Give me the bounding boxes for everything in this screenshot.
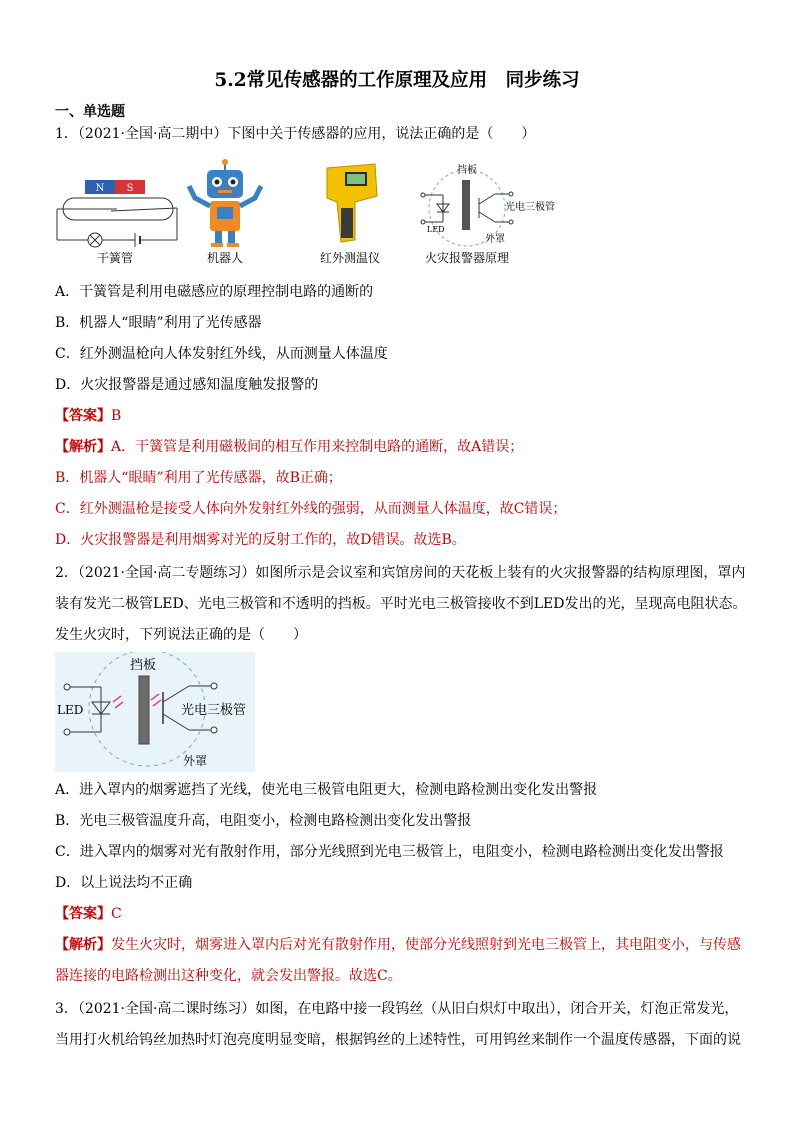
- phototransistor-label: 光电三极管: [505, 202, 555, 213]
- robot-label: 机器人: [206, 251, 244, 265]
- q1-analysis-line: [55, 437, 523, 457]
- page-title: 5.2常见传感器的工作原理及应用 同步练习: [214, 70, 580, 91]
- q3-stem-line: 当用打火机给钨丝加热时灯泡亮度明显变暗，根据钨丝的上述特性，可用钨丝来制作一个温度传感器，下面的说: [55, 1032, 741, 1048]
- baffle: [462, 180, 470, 230]
- q2-stem-line: 装有发光二极管LED、光电三极管和不透明的挡板。平时光电三极管接收不到LED发出的光，呈现高电阻状态。: [55, 596, 747, 612]
- q1-figure: [55, 158, 575, 268]
- q2-analysis-line: 器连接的电路检测出这种变化，就会发出警报。故选C。: [55, 968, 402, 984]
- analysis-tag: 【解析】: [55, 439, 111, 455]
- q1-analysis-line: B．机器人“眼睛”利用了光传感器，故B正确；: [55, 470, 342, 486]
- q1-analysis-line: D．火灾报警器是利用烟雾对光的反射工作的，故D错误。故选B。: [55, 532, 466, 548]
- magnet-s-label: S: [126, 183, 134, 194]
- answer-tag: 【答案】: [55, 408, 111, 424]
- cover-label: 外罩: [183, 754, 208, 768]
- q2-answer: [55, 904, 122, 924]
- reed-switch-label: 干簧管: [96, 251, 134, 265]
- reed-switch-diagram: [57, 180, 177, 265]
- magnet-n-label: N: [95, 183, 105, 194]
- cover-label: 外罩: [485, 234, 505, 245]
- q1-option-d: D．火灾报警器是通过感知温度触发报警的: [55, 377, 319, 393]
- robot-icon: [189, 159, 261, 247]
- q2-analysis-line: [55, 935, 741, 955]
- analysis-text: 发生火灾时，烟雾进入罩内后对光有散射作用，使部分光线照射到光电三极管上，其电阻变小，与传感: [111, 937, 741, 953]
- answer-tag: 【答案】: [55, 906, 111, 922]
- q2-option-a: A．进入罩内的烟雾遮挡了光线，使光电三极管电阻更大，检测电路检测出变化发出警报: [55, 782, 598, 798]
- q1-option-a: A．干簧管是利用电磁感应的原理控制电路的通断的: [55, 284, 374, 300]
- q2-stem-line: 发生火灾时，下列说法正确的是（ ）: [55, 627, 307, 643]
- led-label: LED: [427, 225, 445, 234]
- q1-analysis-line: C．红外测温枪是接受人体向外发射红外线的强弱，从而测量人体温度，故C错误；: [55, 501, 567, 517]
- led-label: LED: [57, 703, 84, 717]
- q2-option-b: B．光电三极管温度升高，电阻变小，检测电路检测出变化发出警报: [55, 813, 472, 829]
- q3-stem-line: 3．（2021·全国·高二课时练习）如图，在电路中接一段钨丝（从旧白炽灯中取出），闭合开关，灯泡正常发光，: [55, 1001, 739, 1017]
- baffle: [139, 676, 149, 744]
- answer-value: B: [111, 408, 122, 424]
- fire-alarm-label: 火灾报警器原理: [424, 251, 510, 265]
- fire-alarm-diagram-small: [421, 163, 555, 246]
- section-heading: 一、单选题: [55, 104, 125, 120]
- analysis-text: A．干簧管是利用磁极间的相互作用来控制电路的通断，故A错误；: [111, 439, 524, 455]
- analysis-tag: 【解析】: [55, 937, 111, 953]
- baffle-label: 挡板: [129, 658, 157, 673]
- q2-option-c: C．进入罩内的烟雾对光有散射作用，部分光线照到光电三极管上，电阻变小，检测电路检测出变化发出警报: [55, 844, 724, 860]
- q1-answer: [55, 406, 121, 426]
- q1-option-c: C．红外测温枪向人体发射红外线，从而测量人体温度: [55, 346, 388, 362]
- q2-fire-alarm-figure: [55, 652, 255, 772]
- q2-option-d: D．以上说法均不正确: [55, 875, 193, 891]
- thermometer-label: 红外测温仪: [319, 251, 381, 265]
- phototransistor-label: 光电三极管: [181, 703, 247, 718]
- q1-stem: 1．（2021·全国·高二期中）下图中关于传感器的应用，说法正确的是（ ）: [55, 126, 536, 142]
- q2-stem-line: 2．（2021·全国·高二专题练习）如图所示是会议室和宾馆房间的天花板上装有的火灾报警器的结构原理图，罩内: [55, 565, 746, 581]
- q1-option-b: B．机器人“眼睛”利用了光传感器: [55, 315, 262, 331]
- infrared-thermometer-icon: [327, 164, 377, 242]
- baffle-label: 挡板: [457, 165, 477, 176]
- answer-value: C: [111, 906, 122, 922]
